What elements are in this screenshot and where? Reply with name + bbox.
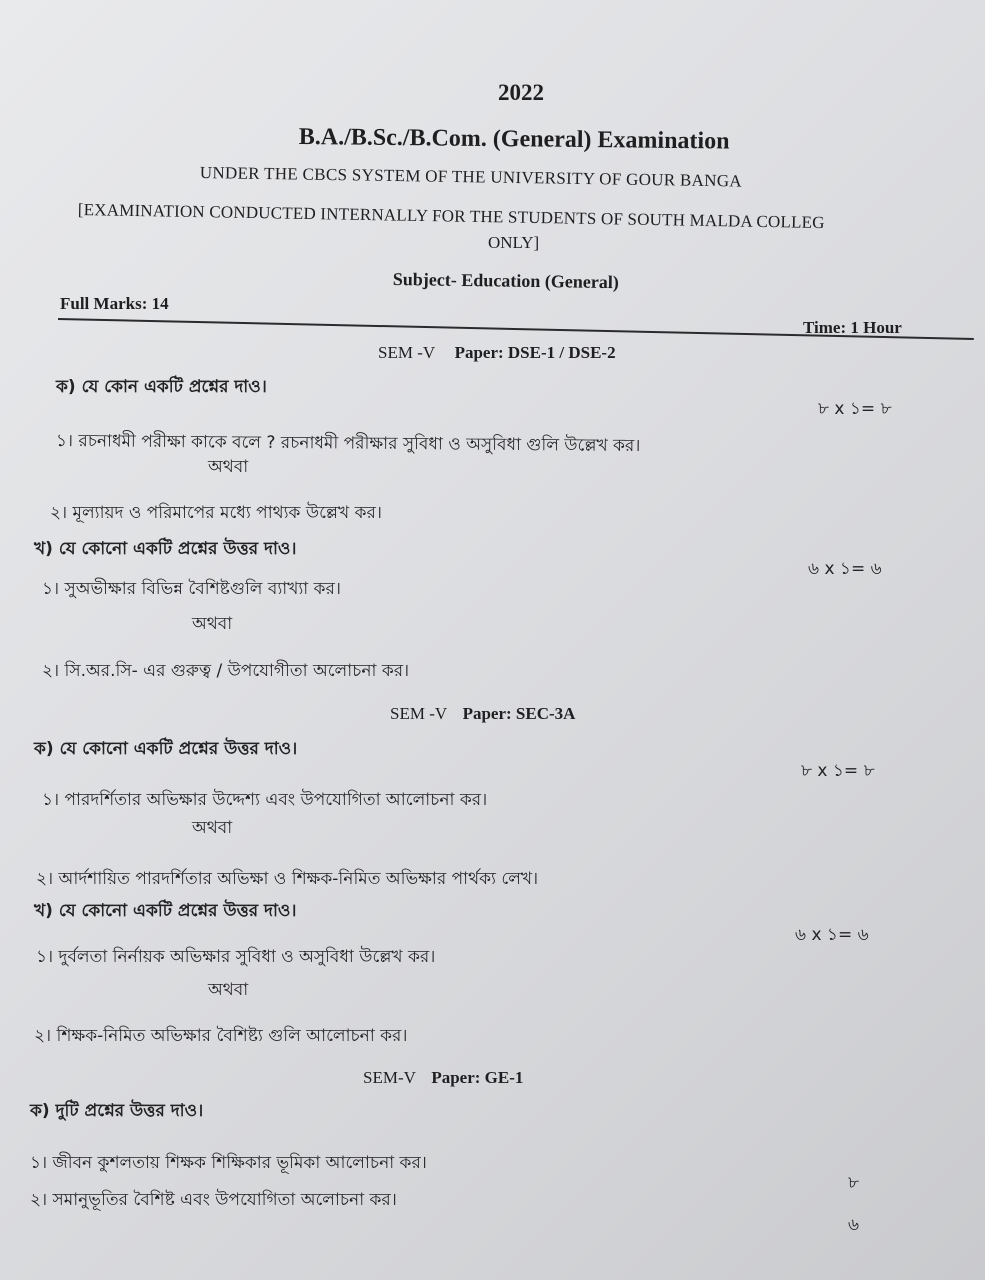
sem-label: SEM -V bbox=[390, 704, 448, 723]
section-heading-ge bbox=[363, 1068, 523, 1088]
conducted-line-2: ONLY] bbox=[488, 233, 540, 252]
instruction: ক) যে কোন একটি প্রশ্নের দাও। bbox=[56, 377, 267, 397]
marks-allocation: ৬ x ১= ৬ bbox=[795, 925, 869, 945]
question: ১। পারদর্শিতার অভিক্ষার উদ্দেশ্য এবং উপযোগিতা আলোচনা কর। bbox=[42, 790, 488, 810]
instruction: খ) যে কোনো একটি প্রশ্নের উত্তর দাও। bbox=[34, 901, 297, 921]
marks-allocation: ৬ bbox=[848, 1215, 860, 1235]
marks-allocation: ৮ x ১= ৮ bbox=[818, 399, 892, 419]
conducted-line-1: [EXAMINATION CONDUCTED INTERNALLY FOR THE STUDENTS OF SOUTH MALDA COLLEG bbox=[77, 200, 825, 233]
question: ২। সমানুভূতির বৈশিষ্ট এবং উপযোগিতা অলোচনা কর। bbox=[30, 1190, 397, 1210]
or-label: অথবা bbox=[192, 818, 233, 838]
question: ১। দুর্বলতা নির্নায়ক অভিক্ষার সুবিধা ও অসুবিধা উল্লেখ কর। bbox=[36, 947, 436, 967]
marks-allocation: ৮ bbox=[848, 1173, 860, 1193]
question: ১। সুঅভীক্ষার বিভিন্ন বৈশিষ্টগুলি ব্যাখ্যা কর। bbox=[42, 579, 341, 599]
paper-label: Paper: DSE-1 / DSE-2 bbox=[454, 343, 616, 362]
paper-label: Paper: SEC-3A bbox=[462, 704, 576, 723]
exam-time: Time: 1 Hour bbox=[803, 318, 902, 337]
question: ২। শিক্ষক-নিমিত অভিক্ষার বৈশিষ্ট্য গুলি আলোচনা কর। bbox=[34, 1026, 408, 1046]
or-label: অথবা bbox=[208, 457, 249, 477]
question: ১। রচনাধমী পরীক্ষা কাকে বলে ? রচনাধমী পরীক্ষার সুবিধা ও অসুবিধা গুলি উল্লেখ কর। bbox=[55, 430, 641, 457]
sem-label: SEM -V bbox=[378, 343, 436, 362]
section-heading-dse bbox=[378, 343, 616, 363]
instruction: খ) যে কোনো একটি প্রশ্নের উত্তর দাও। bbox=[34, 539, 297, 559]
exam-title: B.A./B.Sc./B.Com. (General) Examination bbox=[298, 124, 730, 155]
sem-label: SEM-V bbox=[363, 1068, 416, 1087]
exam-year: 2022 bbox=[498, 80, 544, 105]
or-label: অথবা bbox=[208, 980, 249, 1000]
question: ২। আর্দশায়িত পারদর্শিতার অভিক্ষা ও শিক্ষক-নিমিত অভিক্ষার পার্থক্য লেখ। bbox=[36, 869, 539, 889]
cbcs-line: UNDER THE CBCS SYSTEM OF THE UNIVERSITY OF GOUR BANGA bbox=[199, 163, 743, 191]
section-heading-sec bbox=[390, 704, 575, 724]
or-label: অথবা bbox=[192, 614, 233, 634]
question: ২। মূল্যায়দ ও পরিমাপের মধ্যে পাথ্যক উল্লেখ কর। bbox=[50, 503, 382, 523]
marks-allocation: ৮ x ১= ৮ bbox=[801, 761, 875, 781]
paper-label: Paper: GE-1 bbox=[431, 1068, 524, 1087]
instruction: ক) দুটি প্রশ্নের উত্তর দাও। bbox=[30, 1101, 204, 1121]
question: ২। সি.অর.সি- এর গুরুত্ব / উপযোগীতা অলোচনা কর। bbox=[42, 661, 410, 681]
full-marks: Full Marks: 14 bbox=[60, 294, 169, 313]
instruction: ক) যে কোনো একটি প্রশ্নের উত্তর দাও। bbox=[34, 739, 298, 759]
marks-allocation: ৬ x ১= ৬ bbox=[808, 559, 882, 579]
subject-line: Subject- Education (General) bbox=[392, 269, 619, 293]
question: ১। জীবন কুশলতায় শিক্ষক শিক্ষিকার ভূমিকা আলোচনা কর। bbox=[30, 1153, 427, 1173]
